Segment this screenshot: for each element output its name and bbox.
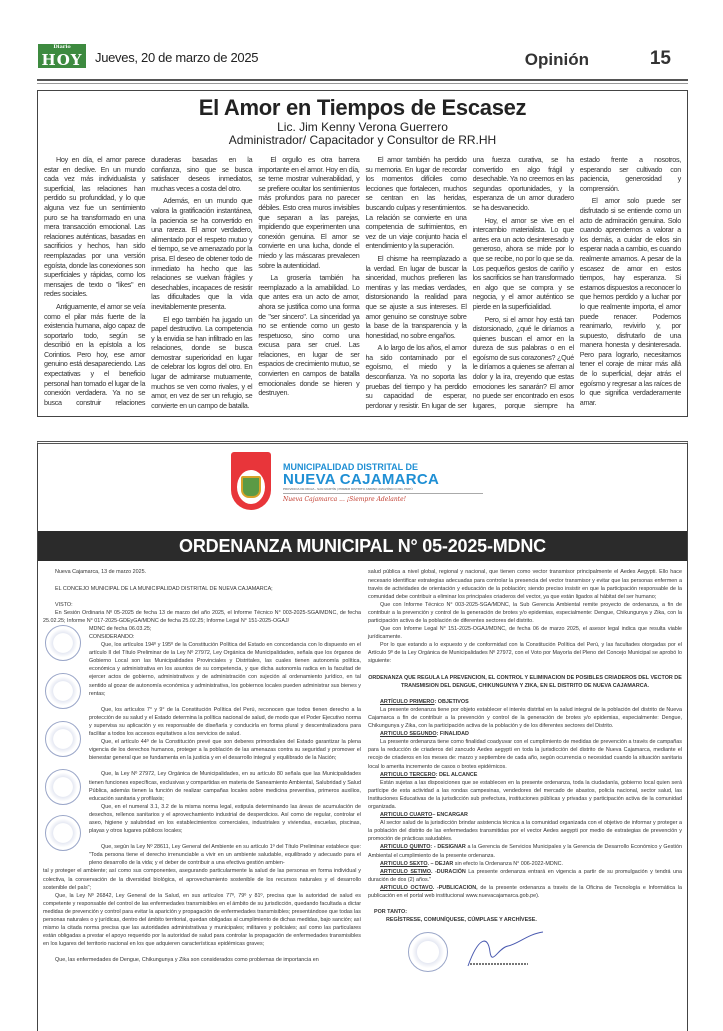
page-header bbox=[38, 44, 685, 74]
article-author-role: Administrador/ Capacitador y Consultor de RR.HH bbox=[228, 133, 497, 147]
article-heading: : DEL ALCANCE bbox=[435, 771, 478, 778]
article-paragraph: Pero, si el amor hoy está tan distorsionado, ¿qué le diríamos a quienes buscan el amor en la dureza de sus palabras o en el egoísmo de sus corazones? ¿Qué le diríamos a quienes se aferran al dolor y la ira, creyendo que estas emociones les sanarán? El amor no puede ser encontrado en esos lugares, porque siempre ha estado frente a nosotros, esperando ser cultivado con paciencia, generosidad y comprensión. bbox=[472, 155, 681, 410]
article-paragraph: El chisme ha reemplazado a la verdad. En lugar de buscar la sinceridad, muchos prefieren las mentiras y las medias verdades, distorsionando la realidad para que se ajuste a sus intereses. El amor genuino se construye sobre la base de la transparencia y la honestidad, no sobre engaños. bbox=[365, 253, 467, 340]
ordinance-left-column bbox=[43, 568, 361, 976]
article-text: sin efecto la Ordenanza N° 006-2022-MDNC. bbox=[454, 860, 564, 867]
org-line-1: MUNICIPALIDAD DISTRITAL DE bbox=[283, 462, 418, 473]
ordinance-article bbox=[368, 698, 682, 730]
article-label: ARTÍCULO PRIMERO bbox=[380, 698, 435, 705]
article-label: ARTICULO SEXTO bbox=[380, 860, 428, 867]
ordinance-paragraph: En Sesión Ordinaria Nº 05-2025 de fecha 13 de marzo del año 2025, el Informe Técnico N° 003-2025-SGA/MDNC, de fecha 25.02.25; Informe N° 017-2025-GDEyGA/MDNC de fecha 25.02.25; Informe Legal N° 151-2025-OGAJ/ bbox=[43, 609, 361, 624]
ordinance-paragraph: Que con Informe Técnico N° 003-2025-SGA/MDNC, la Sub Gerencia Ambiental remite proyecto de ordenanza, a fin de contribuir a la prevención y control de la generación de brotes y/o epidemias, especialmente: Dengue, Chikungunya y Zika, con la participación activa de la población de diferentes sectores del distrito. bbox=[368, 601, 682, 624]
newspaper-logo bbox=[38, 44, 86, 68]
org-slogan: Nueva Cajamarca ... ¡Siempre Adelante! bbox=[283, 496, 407, 504]
ordinance-paragraph: Que, la Ley Nº 27972, Ley Orgánica de Municipalidades, en su artículo 80 señala que las Municipalidades tienen funciones específicas, exclusivas y compartidas en materia de Saneamiento Ambiental, Salubridad y Salud Pública, además tienen la función de realizar campañas locales sobre medicina preventiva, primeros auxilios, educación sanitaria y profilaxis; bbox=[89, 771, 361, 802]
article-text: de la presente ordenanza a través de la Oficina de Tecnología e Informática la publicación en el portal web institucional www.nuevacajamarca.gob.pe). bbox=[368, 884, 683, 899]
ordinance-paragraph: Que, en el numeral 3.1, 3.2 de la misma norma legal, estipula determinando las áreas de acumulación de desechos, rellenos sanitarios y el aprovechamiento industrial de desperdicios. Así como de regular, controlar el aseo, higiene y salubridad en los establecimientos comerciales, industriales y viviendas, escuelas, piscinas, playas y otros lugares públicos locales; bbox=[89, 803, 361, 835]
section-name: Opinión bbox=[524, 50, 589, 69]
article-heading: : FINALIDAD bbox=[436, 731, 469, 738]
ordinance-paragraph: Que, las enfermedades de Dengue, Chikungunya y Zika son considerados como problemas de importancia en bbox=[55, 957, 319, 964]
article-label: ARTICULO SEGUNDO bbox=[380, 731, 437, 738]
article-text: Al sector salud de la jurisdicción brindar asistencia técnica a la comunidad organizada con el objetivo de informar y proteger a la población del distrito de las enfermedades transmitidas por el vector Aedes aegypti por medio de estrategias de prevención y promoción de prácticas saludables. bbox=[368, 820, 682, 843]
article-heading: – ENCARGAR bbox=[432, 812, 468, 819]
article-body bbox=[44, 155, 681, 410]
ordinance-paragraph: Por lo que estando a lo expuesto y de conformidad con la Constitución Política del Perú, y las facultades otorgadas por el Artículo 9º de la Ley Orgánica de Municipalidades Nº 27972, con el Voto por Mayoría del Pleno del Concejo Municipal se aprobó lo siguiente: bbox=[368, 642, 682, 665]
ordinance-right-column bbox=[368, 568, 682, 976]
official-stamp-icon bbox=[45, 815, 81, 851]
article-paragraph: El amor solo puede ser disfrutado si se entiende como un acto de admiración genuina. Solo cuando aprendemos a valorar a los demás, a cuidar de ellos sin esperar nada a cambio, es cuando realmente amamos. A pesar de la escasez de amor en estos tiempos, hay esperanza. Si estamos dispuestos a reconocer lo que hemos perdido y a luchar por lo que realmente importa, el amor puede renacer. Podemos reanimarlo, revivirlo y, por supuesto, disfrutarlo de una manera honesta y desinteresada. Pero para lograrlo, necesitamos tener el coraje de mirar más allá de lo superficial, dejar atrás el egoísmo y regresar a las raíces de lo que significa verdaderamente amar. bbox=[579, 196, 681, 407]
official-stamp-icon bbox=[45, 625, 81, 661]
article-paragraph: El amor también ha perdido su memoria. En lugar de recordar los momentos difíciles como lecciones que fortalecen, muchos se centran en las heridas, buscando culpas y resentimientos. La relación se convierte en una competencia de sufrimientos, en vez de un viaje conjunto hacia el entendimiento y la superación. bbox=[365, 155, 467, 251]
logo-main-text: HOY bbox=[41, 51, 83, 69]
article-text: a la Gerencia de Servicios Municipales y la Gerencia de Desarrollo Económico y Gestión Ambiental el cumplimiento de la presente ordenanza. bbox=[368, 844, 682, 859]
official-stamp-icon bbox=[45, 673, 81, 709]
ordinance-paragraph: Que, según la Ley Nº 28611, Ley General del Ambiente en su artículo 1º del Título Preliminar establece que: "Toda persona tiene el derecho irrenunciable a vivir en un ambiente saludable, equilibrado y adecuado para el pleno desarrollo de la vida; y el deber de contribuir a una efectiva gestión ambien- bbox=[89, 844, 361, 867]
ordinance-paragraph: salud pública a nivel global, regional y nacional, que tienen como vector transmisor principalmente el Aedes Aegypti. Ello hace necesario identificar estrategias adecuadas para controlar la presencia del vector transmisor y evitar que las personas enfermen a través de actividades de orientación y educación de la población; siendo preciso insistir en que la participación responsable de la comunidad debe contribuir a eliminar los principales criaderos del vector, ya que están ligados al hábitat del ser humano; bbox=[368, 569, 682, 600]
signature-icon bbox=[448, 930, 558, 974]
header-divider bbox=[37, 79, 688, 84]
article-paragraph: Hoy, el amor se vive en el intercambio materialista. Lo que antes era un acto desinteresado y generoso, ahora se mide por lo que se recibe, no por lo que se da. Los pequeños gestos de cariño y los sacrificios se han transformado en algo que se compra y se negocia, y el amor auténtico se pierde en la superficialidad. bbox=[472, 215, 574, 311]
ordinance-paragraph: Que, los artículos 7° y 9° de la Constitución Política del Perú, reconocen que todos tienen derecho a la protección de su salud y el Estado determina la política nacional de salud, de modo que el Poder Ejecutivo norma y supervisa su aplicación y es responsable de diseñarla y conducirla en forma plural y descentralizadora para facilitar a todos los accesos equitativos a los servicios de salud. bbox=[89, 706, 361, 738]
article-label: ARTICULO SETIMO bbox=[380, 868, 431, 875]
article-text: Están sujetas a las disposiciones que se establecen en la presente ordenanza, toda la ciudadanía, gobierno local quien será partícipe de esta actividad a las rondas campesinas, vendedores del mercado de abastos, policía nacional, sector salud, las Instituciones Educativas de la jurisdicción sub prefectura, instituciones públicas y privadas y participación activa de la comunidad organizada. bbox=[368, 779, 682, 810]
ordinance-paragraph: EL CONCEJO MUNICIPAL DE LA MUNICIPALIDAD DISTRITAL DE NUEVA CAJAMARCA; bbox=[55, 585, 273, 592]
ordinance-article bbox=[368, 860, 682, 868]
opinion-article bbox=[37, 90, 688, 417]
ordinance-article bbox=[368, 811, 682, 843]
article-label: ARTICULO CUARTO bbox=[380, 812, 433, 819]
article-label: ARTICULO QUINTO bbox=[380, 844, 431, 851]
official-stamp-icon bbox=[45, 721, 81, 757]
ordinance-paragraph: Que con Informe Legal N° 151-2025-OGAJ/MDNC, de fecha 06 de marzo 2025, el asesor legal indica que resulta viable jurídicamente. bbox=[368, 626, 682, 641]
ordinance-heading: ORDENANZA QUE REGULA LA PREVENCION, EL CONTROL Y ELIMINACION DE POSIBLES CRIADEROS DEL VECTOR DE TRANSMISION DEL DENGUE, CHIKUNGUNYA Y ZIKA, EN EL DISTRITO DE NUEVA CAJAMARCA. bbox=[368, 674, 682, 689]
article-text: La presente ordenanza tiene por objeto establecer el interés distrital en la salud integral de la población del distrito de Nueva Cajamarca a fin de contribuir a la prevención y control de la generación de brotes y/o epidemias, especialmente: Dengue, Chikungunya y Zika, con la participación activa de la población y de los diferentes sectores del Distrito. bbox=[368, 706, 682, 730]
ordinance-paragraph: CONSIDERANDO: bbox=[89, 634, 135, 640]
closing-por-tanto: POR TANTO: bbox=[374, 909, 408, 916]
article-label: ARTICULO TERCERO bbox=[380, 771, 436, 778]
issue-date: Jueves, 20 de marzo de 2025 bbox=[95, 50, 259, 65]
article-heading: . -DURACIÓN bbox=[430, 868, 466, 875]
article-paragraph: El orgullo es otra barrera importante en el amor. Hoy en día, se teme mostrar vulnerabilidad, y se prefiere ocultar los sentimientos más profundos para no parecer débiles. Esto crea muros invisibles que separan a las parejas, impidiendo que experimenten una conexión genuina. El amor se convierte en una lucha, donde el miedo y las máscaras prevalecen sobre la autenticidad. bbox=[258, 155, 360, 270]
ordinance-paragraph: Nueva Cajamarca, 13 de marzo 2025. bbox=[55, 569, 147, 576]
ordinance-paragraph: Que, el artículo 44º de la Constitución prevé que son deberes primordiales del Estado garantizar la plena vigencia de los derechos humanos, proteger a la población de las amenazas contra su seguridad y promover el bienestar general que se fundamenta en la justicia y en el desarrollo integral y equilibrado de la Nación; bbox=[89, 739, 361, 762]
article-paragraph: El ego también ha jugado un papel destructivo. La competencia y la envidia se han infiltrado en las relaciones, donde se busca demostrar superioridad en lugar de celebrar los logros del otro. En lugar de admirarse mutuamente, muchos se ven como rivales, y el amor, en vez de ser un refugio, se convierte en un campo de batalla. bbox=[151, 314, 253, 410]
article-label: ARTICULO OCTAVO bbox=[380, 884, 433, 891]
org-subtitle: PROVINCIA DE RIOJA - SAN MARTÍN | PRIMER DISTRITO ANDINO AMAZÓNICO DEL PERÚ bbox=[283, 487, 483, 494]
ordinance-paragraph: VISTO: bbox=[55, 601, 73, 608]
article-heading: . -PUBLICACION, bbox=[432, 884, 478, 891]
article-paragraph: Además, en un mundo que valora la gratificación instantánea, la paciencia se ha convertido en una rareza. El amor verdadero, alimentado por el respeto mutuo y el tiempo, se ve amenazado por la prisa. El deseo de obtener todo de inmediato ha hecho que las relaciones se vuelvan frágiles y desechables, incapaces de resistir las dificultades que la vida inevitablemente presenta. bbox=[151, 196, 253, 311]
signature-block bbox=[368, 928, 682, 976]
article-title: El Amor en Tiempos de Escasez bbox=[198, 95, 527, 120]
ordinance-title: ORDENANZA MUNICIPAL N° 05-2025-MDNC bbox=[38, 531, 687, 561]
ordinance-article bbox=[368, 730, 682, 770]
page-content bbox=[37, 90, 688, 1031]
ordinance-paragraph: MDNC de fecha 06.03.25; bbox=[89, 625, 152, 632]
article-paragraph: La grosería también ha reemplazado a la amabilidad. Lo que antes era un acto de amor, ahora se justifica como una forma de "ser sincero". La sinceridad ya no se entiende como un gesto respetuoso, sino como una excusa para ser cruel. Las relaciones, en lugar de ser espacios de crecimiento mutuo, se convierten en campos de batalla emocionales donde se hieren y destruyen. bbox=[258, 273, 360, 398]
official-stamp-icon bbox=[408, 932, 448, 972]
ordinance-article bbox=[368, 843, 682, 859]
municipal-crest-icon bbox=[231, 452, 271, 510]
article-paragraph: Antiguamente, el amor se veía como el pilar más fuerte de la existencia humana, algo capaz de soportarlo todo, según se describió en la epístola a los Corintios. Pero hoy, ese amor genuino está desapareciendo. Las expectativas y el beneficio personal han tomado el lugar de la conexión verdadera. Ya no se busca construir relaciones duraderas basadas en la confianza, sino que se busca satisfacer deseos inmediatos, muchas veces a costa del otro. bbox=[44, 155, 253, 407]
official-stamp-icon bbox=[45, 769, 81, 805]
ordinance-paragraph: Que, la Ley Nº 26842, Ley General de la Salud, en sus artículos 77º, 79º y 81º, precisa que la autoridad de salud es competente y responsable del control de las enfermedades transmisibles en el ámbito de su jurisdicción, quedando facultada a dictar medidas de prevención y control para evitar la aparición y propagación de enfermedades transmisibles; presentándose que todas las personas naturales o y jurídicas, dentro del ámbito territorial, quedan obligadas al cumplimiento de dichas medidas, bajo sanción; así mismo la citada norma precisa que las autoridades administrativas y municipales; militares y policiales; así como las particulares están obligadas a prestar el apoyo requerido por la autoridad de salud para controlar la propagación de enfermedades transmisibles en los lugares del territorio nacional en los que adquieren características epidémicas graves; bbox=[43, 892, 361, 948]
article-text: La presente ordenanza tiene como finalidad coadyuvar con el cumplimiento de medidas de prevención a través de campañas para la reducción de criaderos del zancudo Aedes aegypti en toda la jurisdicción del distrito de Nueva Cajamarca, mediante el recojo de criaderos en los meses de: marzo y septiembre de cada año, según ocurrencia o necesidad cuando la situación sanitaria local lo amerita incremento de casos o brotes epidémicos. bbox=[368, 739, 682, 770]
ordinance-paragraph: Que, los artículos 194º y 195º de la Constitución Política del Estado en concordancia con lo dispuesto en el artículo II del Título Preliminar de la Ley Nº 27972, Ley Orgánica de Municipalidades, señala que los órganos de Gobierno Local son las Municipalidades Provinciales y Distritales, las cuales tienen autonomía política, económica y administrativa en los asuntos de su competencia, y que dicha autonomía radica en la facultad de ejercer actos de gobierno, administrativos y de administración con sujeción al ordenamiento jurídico, en tal sentido al gozar de autonomía económica y administrativa, los gobiernos locales pueden administrar sus bienes y rentas; bbox=[89, 642, 361, 697]
ordinance-body bbox=[38, 444, 687, 976]
logo-top-text: Diario bbox=[53, 44, 71, 50]
ordinance-article bbox=[368, 884, 682, 900]
ordinance-article bbox=[368, 868, 682, 884]
ordinance-article bbox=[368, 771, 682, 811]
article-heading: . – DEJAR bbox=[427, 860, 454, 867]
article-paragraph: Hoy en día, el amor parece estar en declive. En un mundo cada vez más individualista y superficial, las relaciones han perdido su profundidad, y lo que alguna vez fue un sentimiento puro se ha transformado en una mera transacción emocional. Las relaciones auténticas, basadas en sacrificios y hechos, han sido reemplazadas por una versión egoísta, donde las conexiones son superficiales y rápidas, como los mensajes de texto o "likes" en redes sociales. bbox=[44, 155, 146, 299]
municipality-name bbox=[283, 462, 483, 503]
org-line-2: NUEVA CAJAMARCA bbox=[283, 471, 440, 489]
municipal-ordinance bbox=[37, 441, 688, 1031]
article-paragraph: A lo largo de los años, el amor ha sido contaminado por el egoísmo, el miedo y la desconfianza. Ya no soporta las pruebas del tiempo y ha perdido su capacidad de esperar, perdonar y resistir. En lugar de ser una fuerza curativa, se ha convertido en algo frágil y desechable. Ya no creemos en las segundas oportunidades, y la esperanza de un amor duradero se ha desvanecido. bbox=[365, 155, 574, 410]
article-text: La presente ordenanza entrará en vigencia a partir de su promulgación y tendrá una duración de dos (2) años." bbox=[368, 868, 682, 883]
article-heading: : - DESIGNAR bbox=[430, 844, 466, 851]
ordinance-paragraph: tal y proteger el ambiente; así como sus componentes, asegurando particularmente la salud de las personas en forma individual y colectiva, la conservación de la diversidad biológica, el aprovechamiento sostenible de los recursos naturales y el desarrollo sostenible del país"; bbox=[43, 868, 361, 891]
closing-formula: REGÍSTRESE, COMUNÍQUESE, CÚMPLASE Y ARCHÍVESE. bbox=[386, 917, 537, 924]
article-author: Lic. Jim Kenny Verona Guerrero bbox=[277, 120, 448, 134]
page-number: 15 bbox=[649, 48, 671, 69]
article-heading: : OBJETIVOS bbox=[434, 698, 469, 705]
